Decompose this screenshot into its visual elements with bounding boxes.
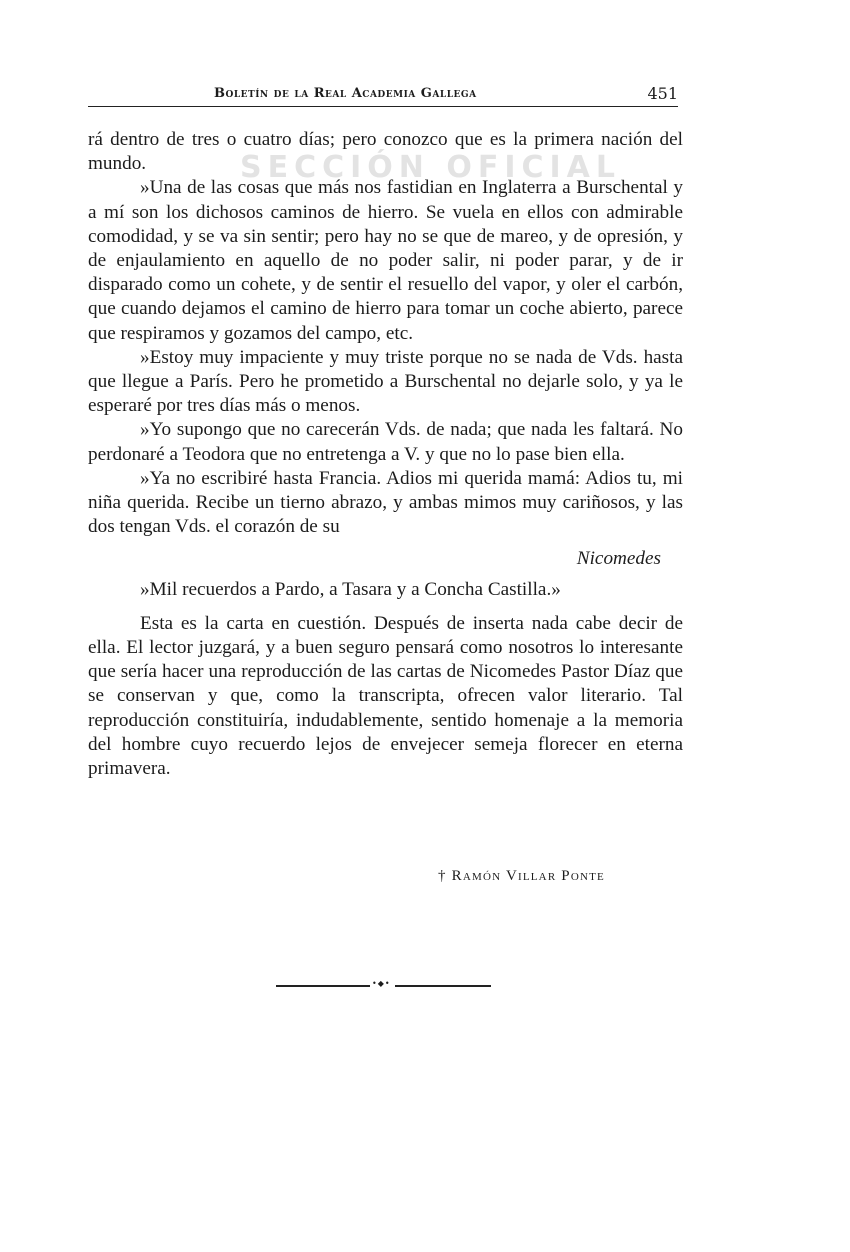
divider-ornament: •◆• [372,979,391,988]
closing-paragraph: Esta es la carta en cuestión. Después de inserta nada cabe decir de ella. El lector juzgará, y a buen seguro pensará como nosotros lo interesante que sería hacer una reproducción de las cartas de Nicomedes Pastor Díaz que se conservan y que, como la transcripta, ofrecen valor literario. Tal reproducción constituiría, indudablemente, sentido homenaje a la memoria del hombre cuyo recuerdo lejos de envejecer semeja florecer en eterna primavera. [88,612,683,780]
article-body [88,128,683,781]
paragraph: »Ya no escribiré hasta Francia. Adios mi querida mamá: Adios tu, mi niña querida. Recibe un tierno abrazo, y ambas mimos muy cariñosos, y las dos tengan Vds. el corazón de su [88,467,683,538]
faded-stamp: SECCIÓN OFICIAL [240,150,622,185]
letter-signature: Nicomedes [576,548,661,570]
paragraph: »Yo supongo que no carecerán Vds. de nada; que nada les faltará. No perdonaré a Teodora que no entretenga a V. y que no lo pase bien ella. [88,419,683,465]
ornamental-divider [276,979,491,989]
paragraph: rá dentro de tres o cuatro días; pero conozco que es la primera nación del mundo. [88,129,683,175]
page-number: 451 [647,84,678,103]
running-header [88,84,678,107]
postscript: »Mil recuerdos a Pardo, a Tasara y a Concha Castilla.» [140,578,561,600]
author-signature: † Ramón Villar Ponte [438,868,605,884]
paragraph: »Una de las cosas que más nos fastidian en Inglaterra a Burschental y a mí son los dichosos caminos de hierro. Se vuela en ellos con admirable comodidad, y se va sin sentir; pero hay no se que de mareo, y de opresión, y de enjaulamiento en aquello de no poder salir, ni poder parar, y de ir disparado como un cohete, y de sentir el resuello del vapor, y oler el carbón, que cuando dejamos el camino de hierro para tomar un coche abierto, parece que respiramos y gozamos del campo, etc. [88,177,683,344]
journal-title: Boletín de la Real Academia Gallega [214,86,477,101]
paragraph: »Estoy muy impaciente y muy triste porque no se nada de Vds. hasta que llegue a París. Pero he prometido a Burschental no dejarle solo, y ya le esperaré por tres días más o menos. [88,346,683,417]
